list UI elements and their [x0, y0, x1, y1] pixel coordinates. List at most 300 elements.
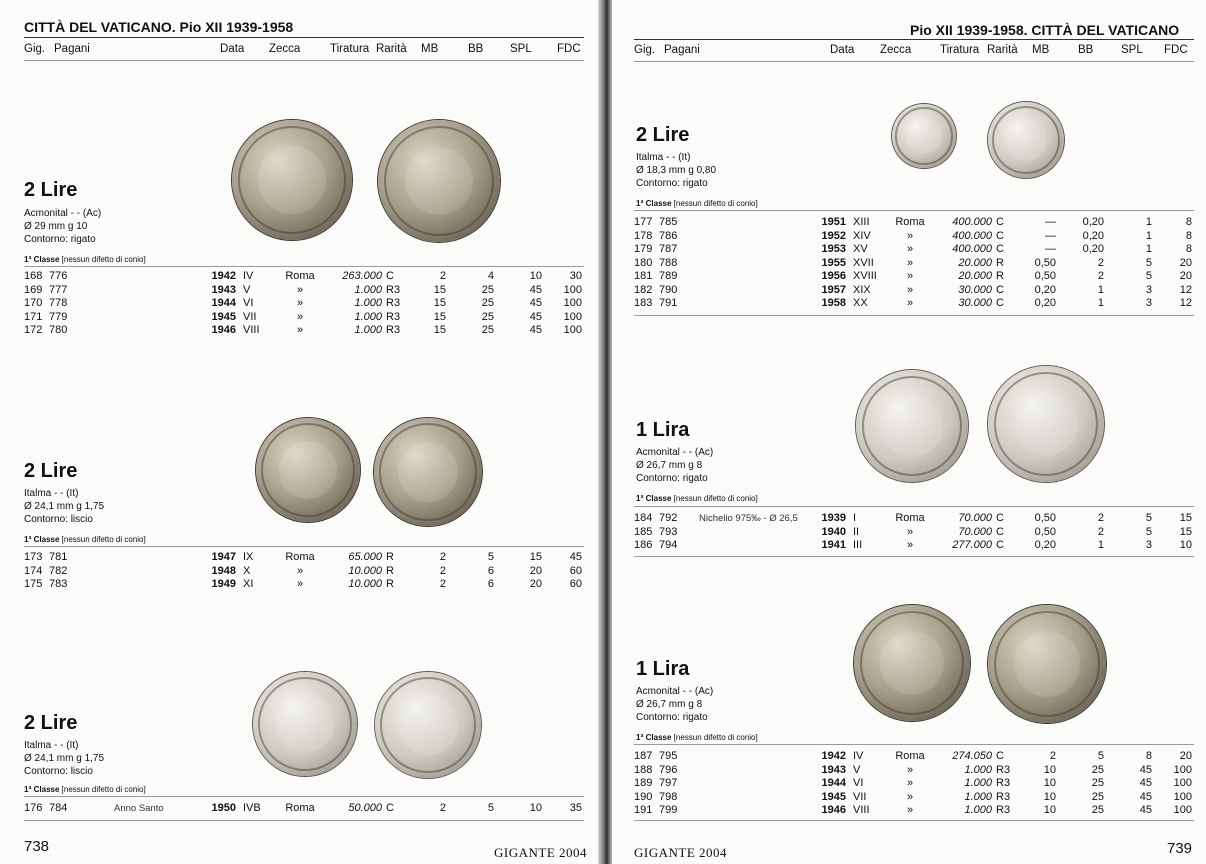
catalog-number-pagani: 790: [659, 283, 678, 296]
mint-cell: »: [296, 324, 304, 336]
mint-cell: »: [906, 283, 914, 296]
mint-cell: Roma: [285, 270, 315, 282]
pontificate-year-cell: XIII: [853, 216, 870, 228]
mint-cell: »: [906, 763, 914, 776]
rarity-cell: C: [386, 802, 394, 814]
table-row: [634, 512, 1194, 525]
price-bb-cell: 25: [1091, 763, 1104, 776]
pontificate-year-cell: XVII: [853, 256, 874, 269]
table-row: [24, 270, 584, 283]
price-mb-cell: —: [1045, 229, 1056, 242]
rarity-cell: C: [996, 216, 1004, 228]
price-bb-cell: 1: [1097, 283, 1104, 296]
coin-obverse-image: [256, 418, 360, 522]
catalog-number-pagani: 785: [659, 216, 678, 228]
coin-denomination: 2 Lire: [24, 460, 78, 482]
price-bb-cell: 5: [1097, 750, 1104, 762]
catalog-number-gig: 176: [24, 802, 43, 814]
year-cell: 1951: [821, 216, 846, 228]
price-bb-cell: 0,20: [1082, 229, 1104, 242]
table-row: [634, 270, 1194, 283]
price-mb-cell: 2: [1049, 750, 1056, 762]
price-spl-cell: 45: [1139, 804, 1152, 816]
table-row: [634, 791, 1194, 804]
coin-obverse-image: [892, 104, 956, 168]
rarity-cell: R3: [996, 804, 1011, 816]
coin-edge: Contorno: rigato: [636, 712, 708, 723]
mint-cell: Roma: [285, 802, 315, 814]
price-bb-cell: 2: [1097, 270, 1104, 282]
price-fdc-cell: 100: [563, 324, 582, 336]
year-cell: 1947: [211, 551, 236, 563]
price-spl-cell: 45: [1139, 777, 1152, 789]
price-fdc-cell: 100: [563, 283, 582, 296]
coin-dimensions: Ø 24,1 mm g 1,75: [24, 501, 105, 512]
price-fdc-cell: 15: [1179, 512, 1192, 524]
catalog-number-pagani: 784: [49, 802, 68, 814]
rarity-cell: R3: [386, 324, 401, 336]
rarity-cell: R3: [996, 777, 1011, 789]
price-mb-cell: 2: [439, 270, 446, 282]
price-mb-cell: 10: [1043, 790, 1056, 803]
catalog-number-gig: 179: [634, 243, 653, 255]
table-row: [24, 311, 584, 324]
mint-cell: »: [906, 270, 914, 282]
col-header-pagani: Pagani: [664, 44, 700, 56]
coin-obverse-image: [232, 120, 352, 240]
mint-cell: Roma: [895, 512, 925, 524]
mint-cell: »: [906, 790, 914, 803]
col-header-spl: SPL: [510, 43, 532, 55]
price-fdc-cell: 20: [1179, 270, 1192, 282]
col-header-tiratura: Tiratura: [940, 44, 980, 56]
table-bottom-rule: [634, 556, 1194, 557]
price-fdc-cell: 100: [563, 310, 582, 323]
price-bb-cell: 2: [1097, 525, 1104, 538]
price-fdc-cell: 20: [1179, 256, 1192, 269]
mintage-cell: 20.000: [958, 270, 992, 282]
coin-reverse-image: [988, 366, 1104, 482]
coin-obverse-image: [854, 605, 970, 721]
catalog-number-pagani: 787: [659, 243, 678, 255]
year-cell: 1955: [821, 256, 846, 269]
price-bb-cell: 1: [1097, 539, 1104, 551]
mintage-cell: 70.000: [958, 512, 992, 524]
year-cell: 1946: [821, 804, 846, 816]
rarity-cell: C: [996, 512, 1004, 524]
catalog-number-pagani: 779: [49, 310, 68, 323]
price-mb-cell: 2: [439, 564, 446, 577]
pontificate-year-cell: II: [853, 525, 860, 538]
mint-cell: »: [296, 310, 304, 323]
price-bb-cell: 25: [481, 310, 494, 323]
rarity-cell: R3: [996, 763, 1011, 776]
mint-cell: »: [906, 777, 914, 789]
pontificate-year-cell: VIII: [243, 324, 260, 336]
year-cell: 1943: [821, 763, 846, 776]
price-spl-cell: 10: [529, 270, 542, 282]
mintage-cell: 277.000: [952, 539, 992, 551]
col-header-mb: MB: [421, 43, 439, 55]
rarity-cell: R: [996, 270, 1004, 282]
table-row: [24, 324, 584, 337]
rarity-cell: R: [996, 256, 1004, 269]
class-label: 1ª Classe [nessun difetto di conio]: [24, 785, 146, 794]
price-mb-cell: —: [1045, 216, 1056, 228]
rarity-cell: C: [996, 229, 1004, 242]
catalog-number-pagani: 795: [659, 750, 678, 762]
coin-metal: Acmonital - - (Ac): [24, 208, 102, 219]
catalog-number-gig: 169: [24, 283, 43, 296]
price-mb-cell: 10: [1043, 763, 1056, 776]
price-mb-cell: —: [1045, 243, 1056, 255]
catalog-number-pagani: 782: [49, 564, 68, 577]
year-cell: 1950: [211, 802, 236, 814]
pontificate-year-cell: VII: [853, 790, 867, 803]
catalog-number-gig: 183: [634, 297, 653, 309]
pontificate-year-cell: X: [243, 564, 251, 577]
section-rule: [24, 546, 584, 547]
price-fdc-cell: 8: [1185, 216, 1192, 228]
table-row: [24, 284, 584, 297]
table-row: [634, 243, 1194, 256]
catalog-number-gig: 182: [634, 283, 653, 296]
price-mb-cell: 0,50: [1034, 256, 1056, 269]
mintage-cell: 1.000: [964, 777, 992, 789]
pontificate-year-cell: VI: [853, 777, 864, 789]
price-spl-cell: 45: [529, 324, 542, 336]
year-cell: 1943: [211, 283, 236, 296]
mint-cell: »: [906, 256, 914, 269]
column-header-row: [634, 44, 1194, 60]
catalog-number-gig: 168: [24, 270, 43, 282]
price-fdc-cell: 100: [1173, 763, 1192, 776]
pontificate-year-cell: IX: [243, 551, 254, 563]
price-fdc-cell: 35: [569, 802, 582, 814]
year-cell: 1952: [821, 229, 846, 242]
price-bb-cell: 25: [1091, 804, 1104, 816]
rarity-cell: C: [996, 525, 1004, 538]
pontificate-year-cell: V: [853, 763, 861, 776]
col-header-gig: Gig.: [24, 43, 46, 55]
mintage-cell: 30.000: [958, 283, 992, 296]
price-spl-cell: 10: [529, 802, 542, 814]
pontificate-year-cell: I: [853, 512, 857, 524]
table-row: [634, 284, 1194, 297]
mintage-cell: 10.000: [348, 578, 382, 590]
pontificate-year-cell: XIX: [853, 283, 871, 296]
mintage-cell: 70.000: [958, 525, 992, 538]
coin-edge: Contorno: liscio: [24, 514, 93, 525]
pontificate-year-cell: IV: [853, 750, 864, 762]
pontificate-year-cell: III: [853, 539, 863, 551]
coin-edge: Contorno: liscio: [24, 766, 93, 777]
price-spl-cell: 1: [1145, 216, 1152, 228]
catalog-number-gig: 175: [24, 578, 43, 590]
catalog-number-pagani: 780: [49, 324, 68, 336]
price-bb-cell: 0,20: [1082, 216, 1104, 228]
price-bb-cell: 25: [481, 283, 494, 296]
price-mb-cell: 0,20: [1034, 297, 1056, 309]
class-label: 1ª Classe [nessun difetto di conio]: [24, 535, 146, 544]
catalog-number-pagani: 791: [659, 297, 678, 309]
year-cell: 1948: [211, 564, 236, 577]
table-row: [24, 551, 584, 564]
price-spl-cell: 5: [1145, 270, 1152, 282]
catalog-number-pagani: 798: [659, 790, 678, 803]
page-title: CITTÀ DEL VATICANO. Pio XII 1939-1958: [24, 19, 294, 35]
price-spl-cell: 45: [529, 310, 542, 323]
price-fdc-cell: 100: [563, 297, 582, 309]
col-header-zecca: Zecca: [269, 43, 301, 55]
mintage-cell: 10.000: [348, 564, 382, 577]
coin-metal: Acmonital - - (Ac): [636, 686, 714, 697]
pontificate-year-cell: XIV: [853, 229, 871, 242]
price-bb-cell: 1: [1097, 297, 1104, 309]
mintage-cell: 65.000: [348, 551, 382, 563]
mintage-cell: 1.000: [354, 297, 382, 309]
price-bb-cell: 25: [1091, 790, 1104, 803]
table-row: [634, 297, 1194, 310]
price-fdc-cell: 8: [1185, 243, 1192, 255]
price-mb-cell: 10: [1043, 804, 1056, 816]
table-row: [634, 526, 1194, 539]
table-row: [24, 802, 584, 815]
pontificate-year-cell: IV: [243, 270, 254, 282]
catalog-number-gig: 172: [24, 324, 43, 336]
col-header-pagani: Pagani: [54, 43, 90, 55]
price-spl-cell: 8: [1145, 750, 1152, 762]
coin-denomination: 2 Lire: [24, 179, 78, 201]
mintage-cell: 1.000: [964, 763, 992, 776]
section-rule: [634, 210, 1194, 211]
rarity-cell: R: [386, 564, 394, 577]
table-row: [634, 216, 1194, 229]
page-footer: GIGANTE 2004: [634, 845, 728, 860]
table-row: [634, 539, 1194, 552]
coin-reverse-image: [988, 605, 1106, 723]
mintage-cell: 1.000: [964, 804, 992, 816]
price-bb-cell: 4: [487, 270, 494, 282]
price-fdc-cell: 20: [1179, 750, 1192, 762]
table-bottom-rule: [634, 820, 1194, 821]
page-footer: GIGANTE 2004: [494, 845, 588, 860]
col-header-tiratura: Tiratura: [330, 43, 370, 55]
catalog-number-gig: 170: [24, 297, 43, 309]
col-header-spl: SPL: [1121, 44, 1143, 56]
pontificate-year-cell: XI: [243, 578, 254, 590]
price-fdc-cell: 60: [569, 578, 582, 590]
catalog-number-gig: 184: [634, 512, 653, 524]
col-header-gig: Gig.: [634, 44, 656, 56]
catalog-number-gig: 188: [634, 763, 653, 776]
mintage-cell: 263.000: [342, 270, 382, 282]
coin-dimensions: Ø 29 mm g 10: [24, 221, 88, 232]
pontificate-year-cell: V: [243, 283, 251, 296]
price-mb-cell: 0,20: [1034, 539, 1056, 551]
price-bb-cell: 5: [487, 551, 494, 563]
price-spl-cell: 5: [1145, 256, 1152, 269]
price-fdc-cell: 45: [569, 551, 582, 563]
mint-cell: »: [296, 578, 304, 590]
mint-cell: »: [296, 297, 304, 309]
price-spl-cell: 3: [1145, 539, 1152, 551]
price-spl-cell: 45: [1139, 790, 1152, 803]
page-number: 738: [24, 838, 50, 855]
catalog-number-gig: 181: [634, 270, 653, 282]
catalog-number-gig: 180: [634, 256, 653, 269]
coin-dimensions: Ø 26,7 mm g 8: [636, 460, 703, 471]
title-rule: [24, 37, 584, 38]
price-spl-cell: 45: [529, 283, 542, 296]
price-mb-cell: 15: [433, 324, 446, 336]
catalog-page-left: [0, 0, 600, 864]
rarity-cell: C: [386, 270, 394, 282]
price-bb-cell: 25: [1091, 777, 1104, 789]
row-note: Nichelio 975‰ - Ø 26,5: [699, 513, 798, 524]
mintage-cell: 1.000: [354, 283, 382, 296]
price-bb-cell: 6: [487, 564, 494, 577]
price-spl-cell: 5: [1145, 525, 1152, 538]
column-header-row: [24, 43, 584, 59]
catalog-number-pagani: 776: [49, 270, 68, 282]
mintage-cell: 20.000: [958, 256, 992, 269]
rarity-cell: R3: [386, 283, 401, 296]
price-fdc-cell: 100: [1173, 777, 1192, 789]
catalog-number-gig: 190: [634, 790, 653, 803]
coin-metal: Italma - - (It): [24, 740, 79, 751]
price-mb-cell: 15: [433, 283, 446, 296]
rarity-cell: C: [996, 297, 1004, 309]
price-spl-cell: 5: [1145, 512, 1152, 524]
price-mb-cell: 2: [439, 551, 446, 563]
mintage-cell: 1.000: [354, 310, 382, 323]
catalog-number-gig: 191: [634, 804, 653, 816]
year-cell: 1956: [821, 270, 846, 282]
rarity-cell: C: [996, 750, 1004, 762]
catalog-number-gig: 174: [24, 564, 43, 577]
table-row: [634, 257, 1194, 270]
catalog-number-pagani: 789: [659, 270, 678, 282]
year-cell: 1945: [211, 310, 236, 323]
catalog-number-pagani: 792: [659, 512, 678, 524]
catalog-number-gig: 189: [634, 777, 653, 789]
price-mb-cell: 0,20: [1034, 283, 1056, 296]
year-cell: 1940: [821, 525, 846, 538]
rarity-cell: R3: [386, 310, 401, 323]
price-mb-cell: 10: [1043, 777, 1056, 789]
catalog-number-pagani: 794: [659, 539, 678, 551]
pontificate-year-cell: XX: [853, 297, 868, 309]
price-bb-cell: 6: [487, 578, 494, 590]
pontificate-year-cell: VI: [243, 297, 254, 309]
year-cell: 1939: [821, 512, 846, 524]
price-mb-cell: 15: [433, 297, 446, 309]
price-spl-cell: 20: [529, 564, 542, 577]
row-note: Anno Santo: [114, 803, 164, 814]
coin-edge: Contorno: rigato: [636, 473, 708, 484]
rarity-cell: C: [996, 539, 1004, 551]
col-header-data: Data: [830, 44, 855, 56]
mintage-cell: 400.000: [952, 243, 992, 255]
header-rule: [634, 61, 1194, 62]
catalog-number-pagani: 783: [49, 578, 68, 590]
col-header-fdc: FDC: [1164, 44, 1188, 56]
price-fdc-cell: 10: [1179, 539, 1192, 551]
catalog-number-pagani: 786: [659, 229, 678, 242]
table-row: [634, 804, 1194, 817]
price-bb-cell: 25: [481, 297, 494, 309]
year-cell: 1944: [821, 777, 846, 789]
catalog-number-pagani: 797: [659, 777, 678, 789]
price-mb-cell: 0,50: [1034, 512, 1056, 524]
price-spl-cell: 15: [529, 551, 542, 563]
price-spl-cell: 45: [1139, 763, 1152, 776]
price-bb-cell: 0,20: [1082, 243, 1104, 255]
page-number: 739: [1167, 840, 1193, 857]
year-cell: 1942: [821, 750, 846, 762]
catalog-number-gig: 171: [24, 310, 43, 323]
coin-obverse-image: [253, 672, 357, 776]
coin-edge: Contorno: rigato: [636, 178, 708, 189]
coin-edge: Contorno: rigato: [24, 234, 96, 245]
page-title: Pio XII 1939-1958. CITTÀ DEL VATICANO: [910, 22, 1180, 38]
mint-cell: Roma: [895, 750, 925, 762]
catalog-number-pagani: 793: [659, 525, 678, 538]
price-spl-cell: 1: [1145, 229, 1152, 242]
col-header-mb: MB: [1032, 44, 1050, 56]
mint-cell: »: [296, 283, 304, 296]
col-header-fdc: FDC: [557, 43, 581, 55]
mint-cell: »: [296, 564, 304, 577]
rarity-cell: R3: [996, 790, 1011, 803]
catalog-number-pagani: 778: [49, 297, 68, 309]
catalog-number-pagani: 799: [659, 804, 678, 816]
mint-cell: »: [906, 539, 914, 551]
price-fdc-cell: 100: [1173, 790, 1192, 803]
col-header-rarita: Rarità: [376, 43, 407, 55]
class-label: 1ª Classe [nessun difetto di conio]: [24, 255, 146, 264]
price-fdc-cell: 15: [1179, 525, 1192, 538]
price-mb-cell: 0,50: [1034, 525, 1056, 538]
catalog-number-gig: 173: [24, 551, 43, 563]
year-cell: 1945: [821, 790, 846, 803]
col-header-data: Data: [220, 43, 245, 55]
mint-cell: »: [906, 525, 914, 538]
catalog-number-gig: 177: [634, 216, 653, 228]
price-fdc-cell: 60: [569, 564, 582, 577]
price-fdc-cell: 12: [1179, 283, 1192, 296]
price-fdc-cell: 100: [1173, 804, 1192, 816]
price-spl-cell: 45: [529, 297, 542, 309]
col-header-bb: BB: [1078, 44, 1094, 56]
col-header-zecca: Zecca: [880, 44, 912, 56]
year-cell: 1944: [211, 297, 236, 309]
coin-metal: Italma - - (It): [24, 488, 79, 499]
pontificate-year-cell: IVB: [243, 802, 261, 814]
year-cell: 1942: [211, 270, 236, 282]
rarity-cell: C: [996, 243, 1004, 255]
catalog-number-pagani: 796: [659, 763, 678, 776]
table-row: [24, 578, 584, 591]
table-row: [24, 565, 584, 578]
coin-denomination: 1 Lira: [636, 419, 690, 441]
catalog-number-gig: 186: [634, 539, 653, 551]
mint-cell: »: [906, 229, 914, 242]
rarity-cell: R: [386, 551, 394, 563]
table-row: [634, 750, 1194, 763]
year-cell: 1957: [821, 283, 846, 296]
